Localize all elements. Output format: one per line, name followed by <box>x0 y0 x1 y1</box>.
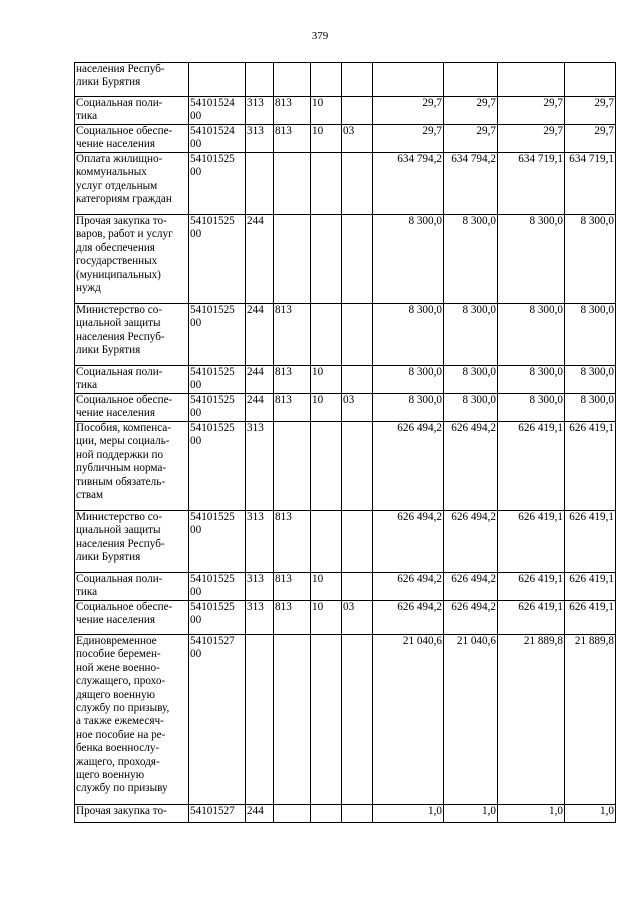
row-name: Министерство со- циальной защиты населения Респуб- лики Бурятия <box>75 304 189 366</box>
row-name: Социальное обеспе- чение населения <box>75 125 189 153</box>
amount-3: 29,7 <box>498 97 565 125</box>
ministry-code <box>274 153 311 215</box>
subsection-code <box>342 366 373 394</box>
subsection-code <box>342 511 373 573</box>
subsection-code: 03 <box>342 125 373 153</box>
amount-3: 634 719,1 <box>498 153 565 215</box>
amount-1: 626 494,2 <box>373 601 444 635</box>
amount-2: 1,0 <box>444 805 498 823</box>
section-code <box>311 304 342 366</box>
row-name: Прочая закупка то- варов, работ и услуг для обеспечения государственных (муниципальных) нужд <box>75 215 189 304</box>
amount-1: 1,0 <box>373 805 444 823</box>
expense-type-code <box>246 63 274 97</box>
amount-4: 8 300,0 <box>565 394 616 422</box>
amount-3: 1,0 <box>498 805 565 823</box>
target-article-code: 54101525 00 <box>189 601 246 635</box>
page-number: 379 <box>311 30 329 42</box>
amount-2: 626 494,2 <box>444 422 498 511</box>
amount-4: 29,7 <box>565 97 616 125</box>
table-row <box>75 805 616 823</box>
amount-4: 634 719,1 <box>565 153 616 215</box>
table-row <box>75 601 616 635</box>
amount-2: 634 794,2 <box>444 153 498 215</box>
target-article-code: 54101527 00 <box>189 635 246 805</box>
amount-4: 626 419,1 <box>565 422 616 511</box>
ministry-code: 813 <box>274 304 311 366</box>
target-article-code <box>189 63 246 97</box>
row-name: населения Респуб- лики Бурятия <box>75 63 189 97</box>
expense-type-code <box>246 153 274 215</box>
section-code: 10 <box>311 125 342 153</box>
section-code: 10 <box>311 573 342 601</box>
subsection-code <box>342 63 373 97</box>
row-name: Социальная поли- тика <box>75 366 189 394</box>
amount-3: 626 419,1 <box>498 601 565 635</box>
amount-1 <box>373 63 444 97</box>
row-name: Министерство со- циальной защиты населения Респуб- лики Бурятия <box>75 511 189 573</box>
section-code: 10 <box>311 97 342 125</box>
amount-1: 21 040,6 <box>373 635 444 805</box>
amount-2: 8 300,0 <box>444 304 498 366</box>
ministry-code: 813 <box>274 125 311 153</box>
amount-2: 29,7 <box>444 125 498 153</box>
expense-type-code: 244 <box>246 366 274 394</box>
amount-3: 8 300,0 <box>498 394 565 422</box>
target-article-code: 54101524 00 <box>189 125 246 153</box>
table-row <box>75 153 616 215</box>
ministry-code <box>274 63 311 97</box>
subsection-code <box>342 573 373 601</box>
subsection-code <box>342 153 373 215</box>
table-row <box>75 97 616 125</box>
row-name: Социальное обеспе- чение населения <box>75 394 189 422</box>
amount-1: 8 300,0 <box>373 394 444 422</box>
table-row <box>75 635 616 805</box>
amount-2: 626 494,2 <box>444 601 498 635</box>
amount-2 <box>444 63 498 97</box>
amount-1: 29,7 <box>373 97 444 125</box>
section-code: 10 <box>311 366 342 394</box>
subsection-code <box>342 635 373 805</box>
expense-type-code <box>246 635 274 805</box>
subsection-code: 03 <box>342 601 373 635</box>
subsection-code <box>342 215 373 304</box>
amount-3: 626 419,1 <box>498 422 565 511</box>
amount-2: 8 300,0 <box>444 366 498 394</box>
ministry-code <box>274 635 311 805</box>
expense-type-code: 313 <box>246 573 274 601</box>
target-article-code: 54101525 00 <box>189 573 246 601</box>
section-code <box>311 422 342 511</box>
amount-3: 626 419,1 <box>498 573 565 601</box>
target-article-code: 54101525 00 <box>189 366 246 394</box>
section-code <box>311 215 342 304</box>
section-code: 10 <box>311 394 342 422</box>
row-name: Социальная поли- тика <box>75 573 189 601</box>
table-row <box>75 394 616 422</box>
subsection-code <box>342 422 373 511</box>
target-article-code: 54101525 00 <box>189 422 246 511</box>
amount-2: 29,7 <box>444 97 498 125</box>
ministry-code: 813 <box>274 601 311 635</box>
table-row <box>75 573 616 601</box>
amount-1: 626 494,2 <box>373 422 444 511</box>
expense-type-code: 244 <box>246 304 274 366</box>
amount-2: 626 494,2 <box>444 511 498 573</box>
ministry-code <box>274 422 311 511</box>
expense-type-code: 313 <box>246 511 274 573</box>
target-article-code: 54101525 00 <box>189 394 246 422</box>
subsection-code: 03 <box>342 394 373 422</box>
ministry-code <box>274 215 311 304</box>
subsection-code <box>342 97 373 125</box>
section-code: 10 <box>311 601 342 635</box>
expense-type-code: 313 <box>246 422 274 511</box>
amount-3: 29,7 <box>498 125 565 153</box>
expense-type-code: 313 <box>246 601 274 635</box>
amount-4: 21 889,8 <box>565 635 616 805</box>
ministry-code: 813 <box>274 573 311 601</box>
section-code <box>311 635 342 805</box>
expense-type-code: 313 <box>246 97 274 125</box>
target-article-code: 54101525 00 <box>189 511 246 573</box>
ministry-code: 813 <box>274 511 311 573</box>
expense-type-code: 313 <box>246 125 274 153</box>
amount-1: 8 300,0 <box>373 215 444 304</box>
ministry-code <box>274 805 311 823</box>
subsection-code <box>342 304 373 366</box>
budget-table <box>74 62 616 823</box>
amount-3: 626 419,1 <box>498 511 565 573</box>
amount-4: 626 419,1 <box>565 573 616 601</box>
row-name: Социальная поли- тика <box>75 97 189 125</box>
target-article-code: 54101525 00 <box>189 304 246 366</box>
row-name: Прочая закупка то- <box>75 805 189 823</box>
table-row <box>75 63 616 97</box>
amount-1: 29,7 <box>373 125 444 153</box>
amount-1: 634 794,2 <box>373 153 444 215</box>
row-name: Единовременное пособие беремен- ной жене военно- служащего, прохо- дящего военную службу по призыву, а также ежемесяч- ное пособие на ре- бенка военнослу- жащего, проходя- щего военную службу по призыву <box>75 635 189 805</box>
amount-2: 8 300,0 <box>444 394 498 422</box>
section-code <box>311 511 342 573</box>
section-code <box>311 153 342 215</box>
target-article-code: 54101525 00 <box>189 215 246 304</box>
amount-4: 1,0 <box>565 805 616 823</box>
amount-4: 8 300,0 <box>565 215 616 304</box>
amount-1: 8 300,0 <box>373 304 444 366</box>
amount-1: 626 494,2 <box>373 573 444 601</box>
section-code <box>311 63 342 97</box>
row-name: Оплата жилищно- коммунальных услуг отдельным категориям граждан <box>75 153 189 215</box>
amount-2: 21 040,6 <box>444 635 498 805</box>
amount-1: 626 494,2 <box>373 511 444 573</box>
table-body <box>75 63 616 823</box>
amount-4 <box>565 63 616 97</box>
amount-4: 8 300,0 <box>565 366 616 394</box>
row-name: Социальное обеспе- чение населения <box>75 601 189 635</box>
table-row <box>75 125 616 153</box>
row-name: Пособия, компенса- ции, меры социаль- ной поддержки по публичным норма- тивным обязатель- ствам <box>75 422 189 511</box>
amount-4: 8 300,0 <box>565 304 616 366</box>
amount-2: 626 494,2 <box>444 573 498 601</box>
section-code <box>311 805 342 823</box>
ministry-code: 813 <box>274 366 311 394</box>
expense-type-code: 244 <box>246 805 274 823</box>
table-row <box>75 422 616 511</box>
table-row <box>75 511 616 573</box>
amount-3: 8 300,0 <box>498 304 565 366</box>
amount-2: 8 300,0 <box>444 215 498 304</box>
target-article-code: 54101524 00 <box>189 97 246 125</box>
amount-3 <box>498 63 565 97</box>
expense-type-code: 244 <box>246 215 274 304</box>
amount-3: 21 889,8 <box>498 635 565 805</box>
target-article-code: 54101527 <box>189 805 246 823</box>
amount-3: 8 300,0 <box>498 215 565 304</box>
expense-type-code: 244 <box>246 394 274 422</box>
amount-4: 29,7 <box>565 125 616 153</box>
amount-3: 8 300,0 <box>498 366 565 394</box>
amount-4: 626 419,1 <box>565 601 616 635</box>
amount-4: 626 419,1 <box>565 511 616 573</box>
ministry-code: 813 <box>274 394 311 422</box>
table-row <box>75 366 616 394</box>
ministry-code: 813 <box>274 97 311 125</box>
amount-1: 8 300,0 <box>373 366 444 394</box>
target-article-code: 54101525 00 <box>189 153 246 215</box>
table-row <box>75 304 616 366</box>
table-row <box>75 215 616 304</box>
subsection-code <box>342 805 373 823</box>
